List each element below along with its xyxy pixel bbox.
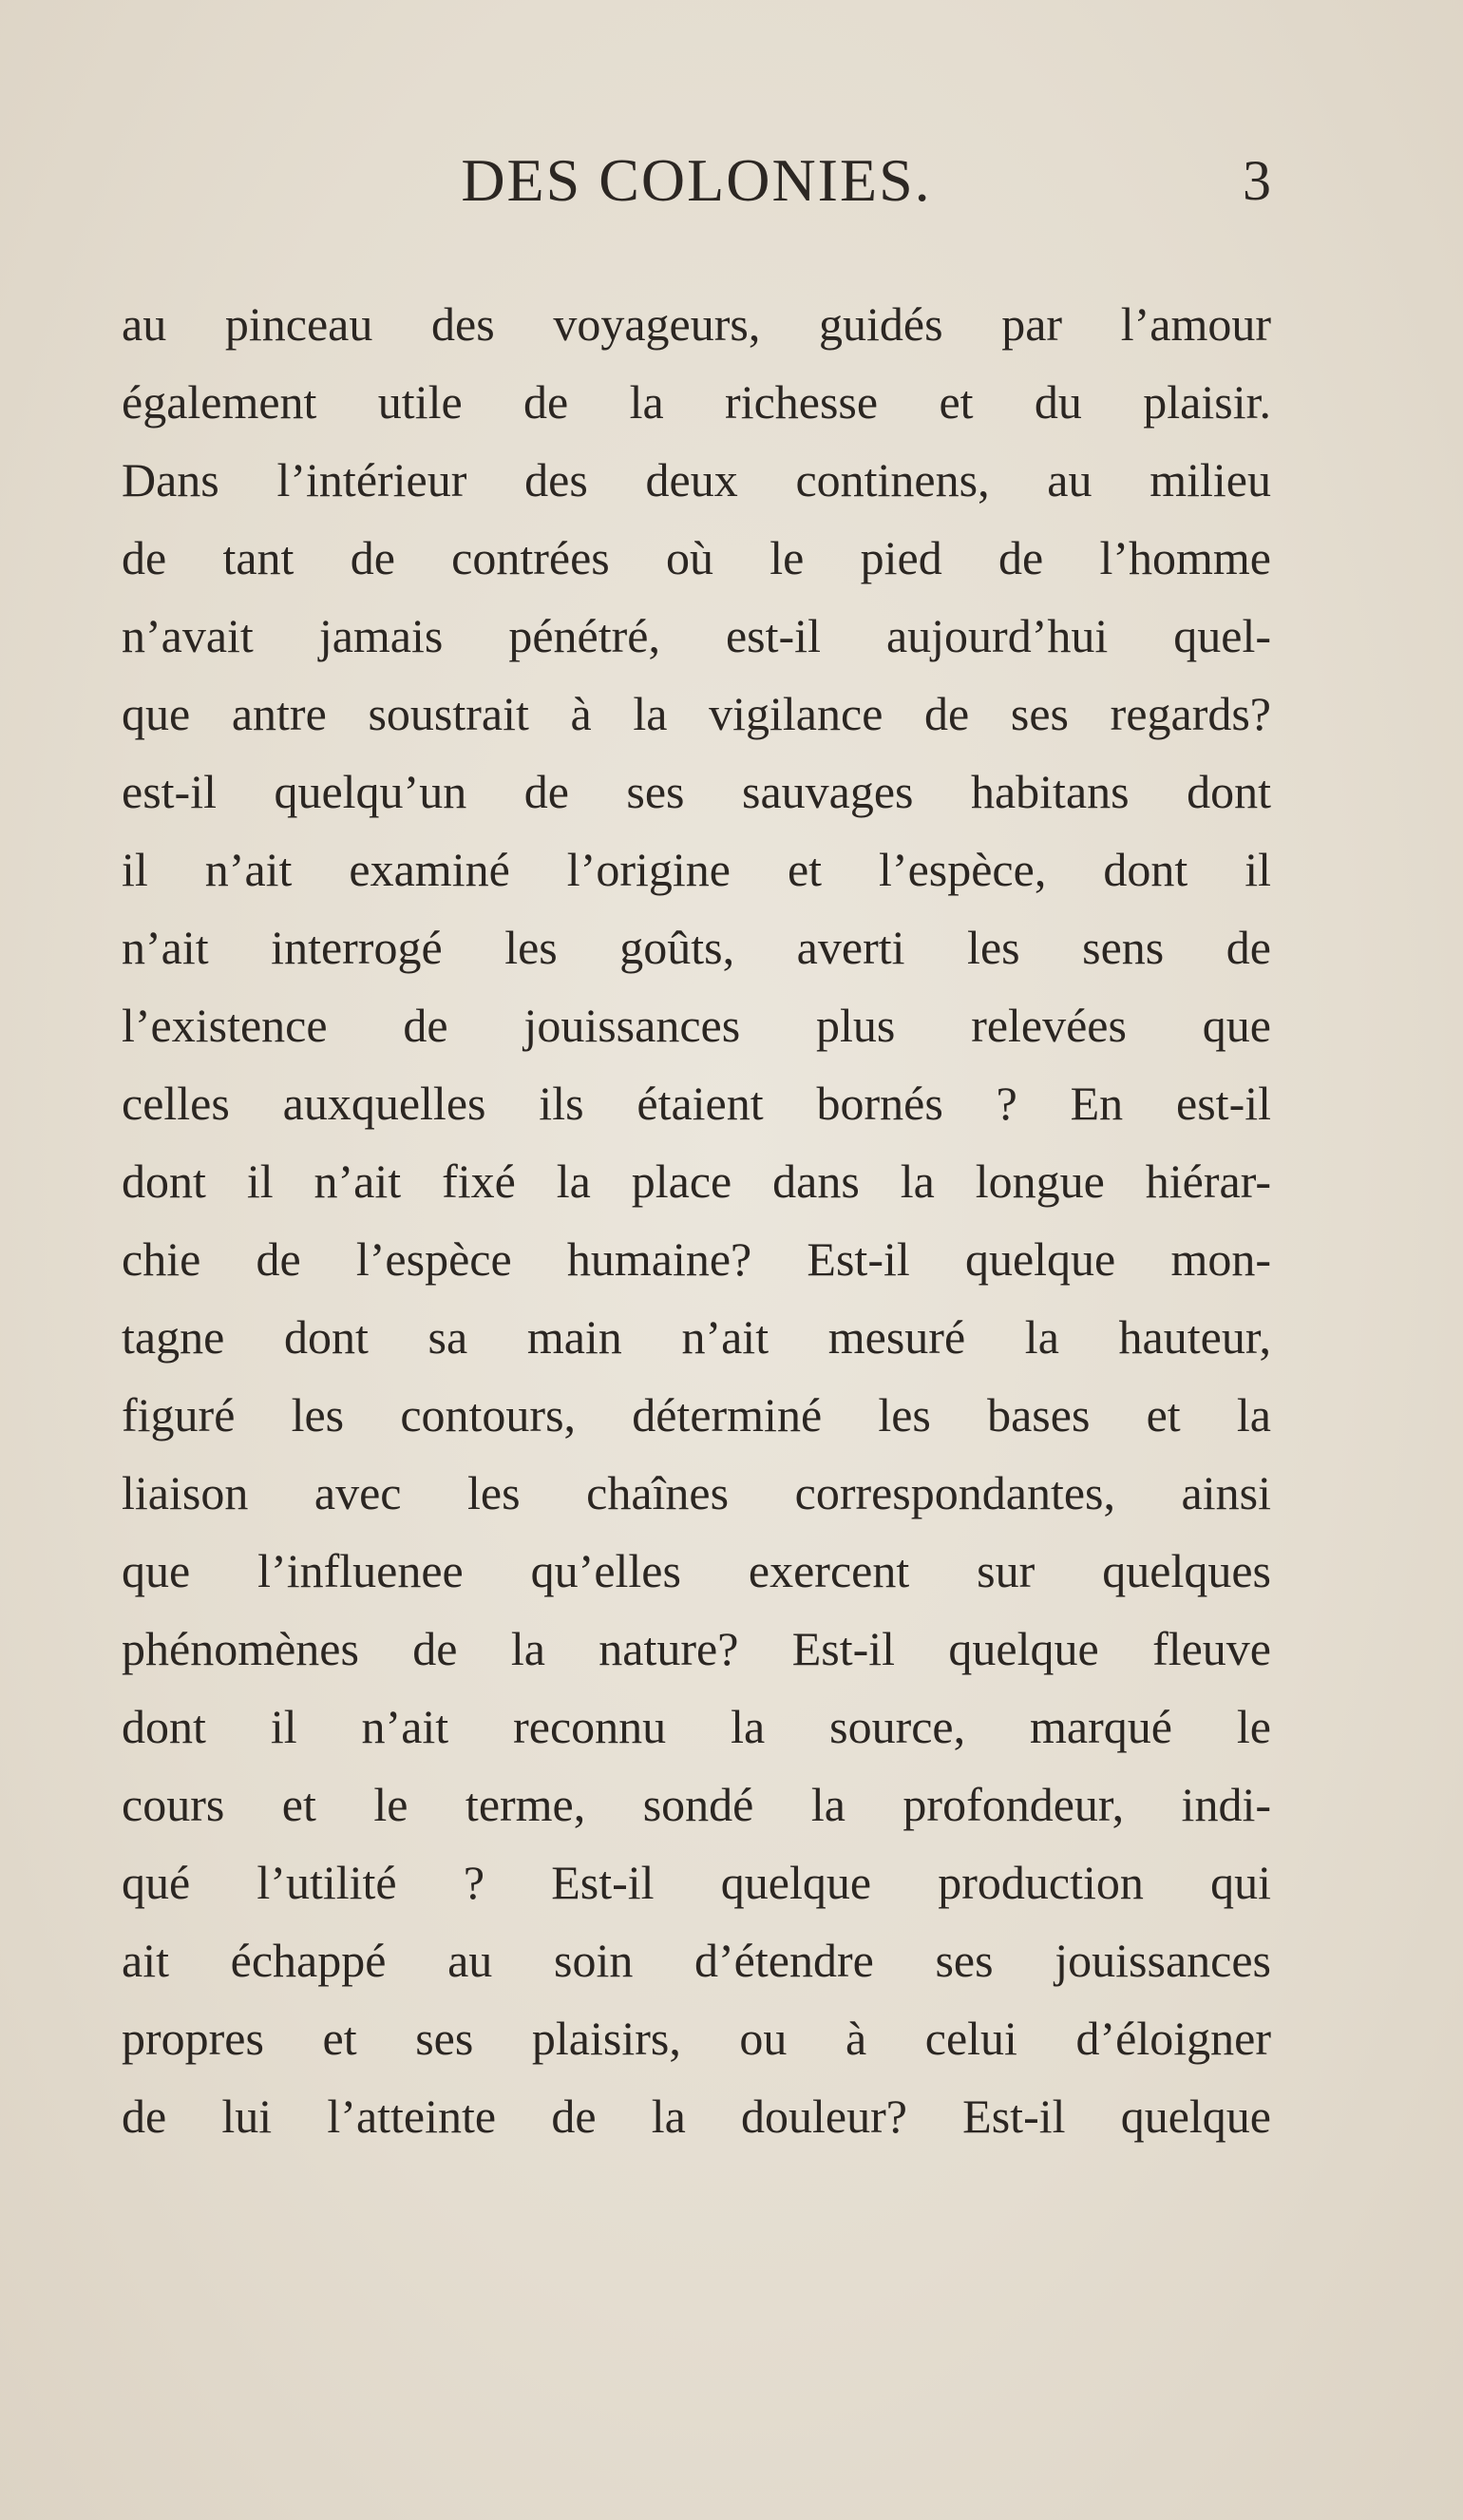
- text-line: que antre soustrait à la vigilance de ses regards?: [122, 687, 1271, 740]
- text-line: figuré les contours, déterminé les bases et la: [122, 1388, 1271, 1441]
- text-line: liaison avec les chaînes correspondantes, ainsi: [122, 1466, 1271, 1519]
- text-line: chie de l’espèce humaine? Est-il quelque mon-: [122, 1232, 1271, 1286]
- text-line: qué l’utilité ? Est-il quelque production qui: [122, 1856, 1271, 1909]
- text-line: Dans l’intérieur des deux continens, au milieu: [122, 453, 1271, 506]
- text-line: il n’ait examiné l’origine et l’espèce, dont il: [122, 843, 1271, 896]
- text-line: est-il quelqu’un de ses sauvages habitans dont: [122, 765, 1271, 818]
- running-head: [122, 143, 1271, 219]
- text-line: propres et ses plaisirs, ou à celui d’éloigner: [122, 2012, 1271, 2065]
- text-line: n’avait jamais pénétré, est-il aujourd’hui quel-: [122, 609, 1271, 662]
- text-line: de lui l’atteinte de la douleur? Est-il quelque: [122, 2090, 1271, 2143]
- text-line: que l’influenee qu’elles exercent sur quelques: [122, 1544, 1271, 1597]
- text-line: de tant de contrées où le pied de l’homme: [122, 531, 1271, 584]
- body-text: [122, 285, 1271, 2155]
- text-line: tagne dont sa main n’ait mesuré la hauteur,: [122, 1310, 1271, 1364]
- text-line: phénomènes de la nature? Est-il quelque fleuve: [122, 1622, 1271, 1675]
- text-line: également utile de la richesse et du plaisir.: [122, 375, 1271, 429]
- text-line: l’existence de jouissances plus relevées que: [122, 999, 1271, 1052]
- text-line: cours et le terme, sondé la profondeur, indi-: [122, 1778, 1271, 1831]
- running-title: DES COLONIES.: [461, 146, 932, 214]
- text-line: dont il n’ait fixé la place dans la longue hiérar-: [122, 1155, 1271, 1208]
- text-line: dont il n’ait reconnu la source, marqué le: [122, 1700, 1271, 1753]
- text-line: ait échappé au soin d’étendre ses jouissances: [122, 1934, 1271, 1987]
- text-line: celles auxquelles ils étaient bornés ? En est-il: [122, 1077, 1271, 1130]
- text-line: au pinceau des voyageurs, guidés par l’amour: [122, 297, 1271, 351]
- page-number: 3: [1243, 149, 1271, 212]
- text-line: n’ait interrogé les goûts, averti les sens de: [122, 921, 1271, 974]
